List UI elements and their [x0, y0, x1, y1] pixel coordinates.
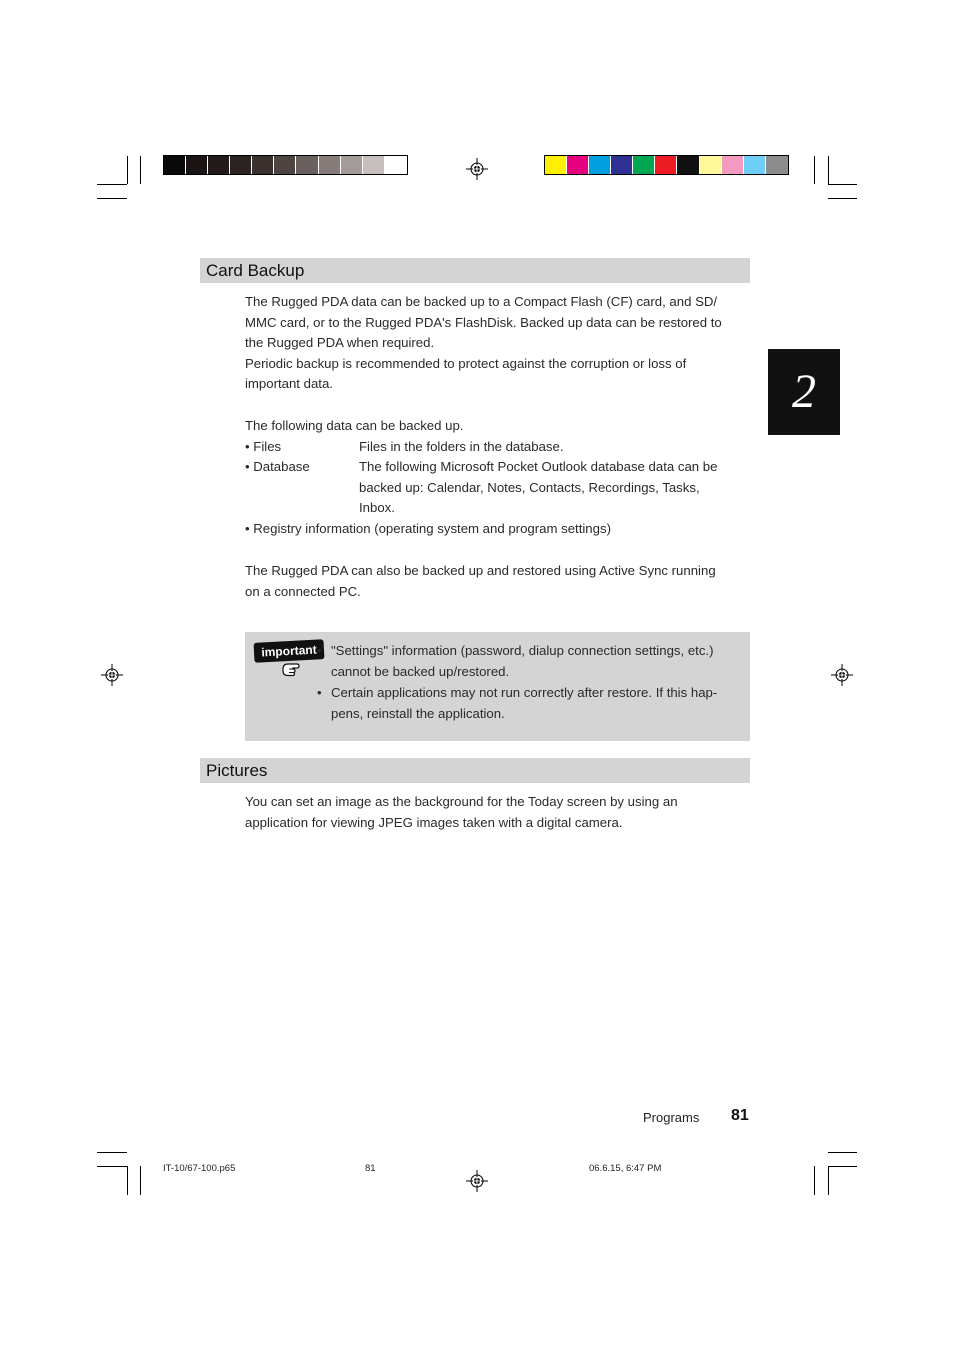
grayscale-calibration-bar [163, 155, 408, 175]
grayscale-swatch [164, 156, 186, 174]
grayscale-swatch [296, 156, 318, 174]
grayscale-swatch [186, 156, 208, 174]
text-line: MMC card, or to the Rugged PDA's FlashDisk. Backed up data can be restored to [245, 314, 722, 330]
backup-item-term: • Files [245, 439, 282, 454]
grayscale-swatch [208, 156, 230, 174]
color-swatch [611, 156, 633, 174]
text-line: backed up: Calendar, Notes, Contacts, Recordings, Tasks, [359, 479, 700, 495]
color-swatch [700, 156, 722, 174]
activesync-note [245, 561, 750, 602]
text-line: on a connected PC. [245, 583, 361, 599]
text-line: Inbox. [359, 500, 395, 516]
important-badge: important [254, 639, 325, 663]
slug-page-number: 81 [365, 1163, 376, 1174]
grayscale-swatch [363, 156, 385, 174]
backup-list-intro: The following data can be backed up. [245, 418, 464, 433]
registration-mark-icon [831, 664, 853, 686]
backup-item-database [245, 457, 750, 519]
registration-mark-icon [101, 664, 123, 686]
grayscale-swatch [252, 156, 274, 174]
text-line: important data. [245, 376, 333, 392]
registration-mark-icon [466, 158, 488, 180]
bullet: • [317, 643, 322, 658]
card-backup-intro [245, 292, 750, 395]
text-line: The Rugged PDA can also be backed up and restored using Active Sync running [245, 563, 716, 578]
registration-mark-icon [466, 1170, 488, 1192]
important-item [317, 683, 741, 724]
section-heading-pictures: Pictures [200, 758, 750, 783]
grayscale-swatch [319, 156, 341, 174]
text-line: Files in the folders in the database. [359, 439, 564, 454]
backup-item-term: • Database [245, 459, 310, 474]
color-swatch [655, 156, 677, 174]
color-calibration-bar [544, 155, 789, 175]
section-heading-card-backup: Card Backup [200, 258, 750, 283]
page-number: 81 [731, 1107, 749, 1124]
text-line: the Rugged PDA when required. [245, 335, 435, 351]
text-line: The Rugged PDA data can be backed up to a Compact Flash (CF) card, and SD/ [245, 294, 718, 309]
grayscale-swatch [341, 156, 363, 174]
color-swatch [766, 156, 788, 174]
backup-item-registry: • Registry information (operating system and program settings) [245, 521, 611, 536]
slug-date: 06.6.15, 6:47 PM [589, 1163, 662, 1174]
text-line: Periodic backup is recommended to protect against the corruption or loss of [245, 355, 687, 371]
pictures-body [245, 792, 750, 833]
color-swatch [545, 156, 567, 174]
pointing-hand-icon [281, 660, 301, 678]
backup-item-definition [359, 457, 739, 519]
text-line: "Settings" information (password, dialup connection settings, etc.) [331, 643, 714, 658]
slug-file-name: IT-10/67-100.p65 [163, 1163, 236, 1174]
text-line: Certain applications may not run correctly after restore. If this hap- [331, 685, 718, 700]
text-line: The following Microsoft Pocket Outlook database data can be [359, 459, 718, 474]
text-line: pens, reinstall the application. [331, 705, 505, 721]
bullet: • [317, 685, 322, 700]
color-swatch [633, 156, 655, 174]
footer-section-name: Programs [643, 1110, 700, 1125]
text-line: application for viewing JPEG images taken with a digital camera. [245, 814, 623, 830]
color-swatch [567, 156, 589, 174]
text-line: You can set an image as the background for the Today screen by using an [245, 794, 678, 809]
color-swatch [589, 156, 611, 174]
color-swatch [744, 156, 766, 174]
backup-item-definition [359, 437, 739, 458]
important-notice-box [245, 632, 750, 741]
text-line: cannot be backed up/restored. [331, 663, 510, 679]
important-item [317, 641, 741, 682]
grayscale-swatch [230, 156, 252, 174]
grayscale-swatch [385, 156, 407, 174]
backup-item-files [245, 437, 750, 458]
color-swatch [677, 156, 699, 174]
color-swatch [722, 156, 744, 174]
chapter-number-tab: 2 [768, 349, 840, 435]
grayscale-swatch [274, 156, 296, 174]
